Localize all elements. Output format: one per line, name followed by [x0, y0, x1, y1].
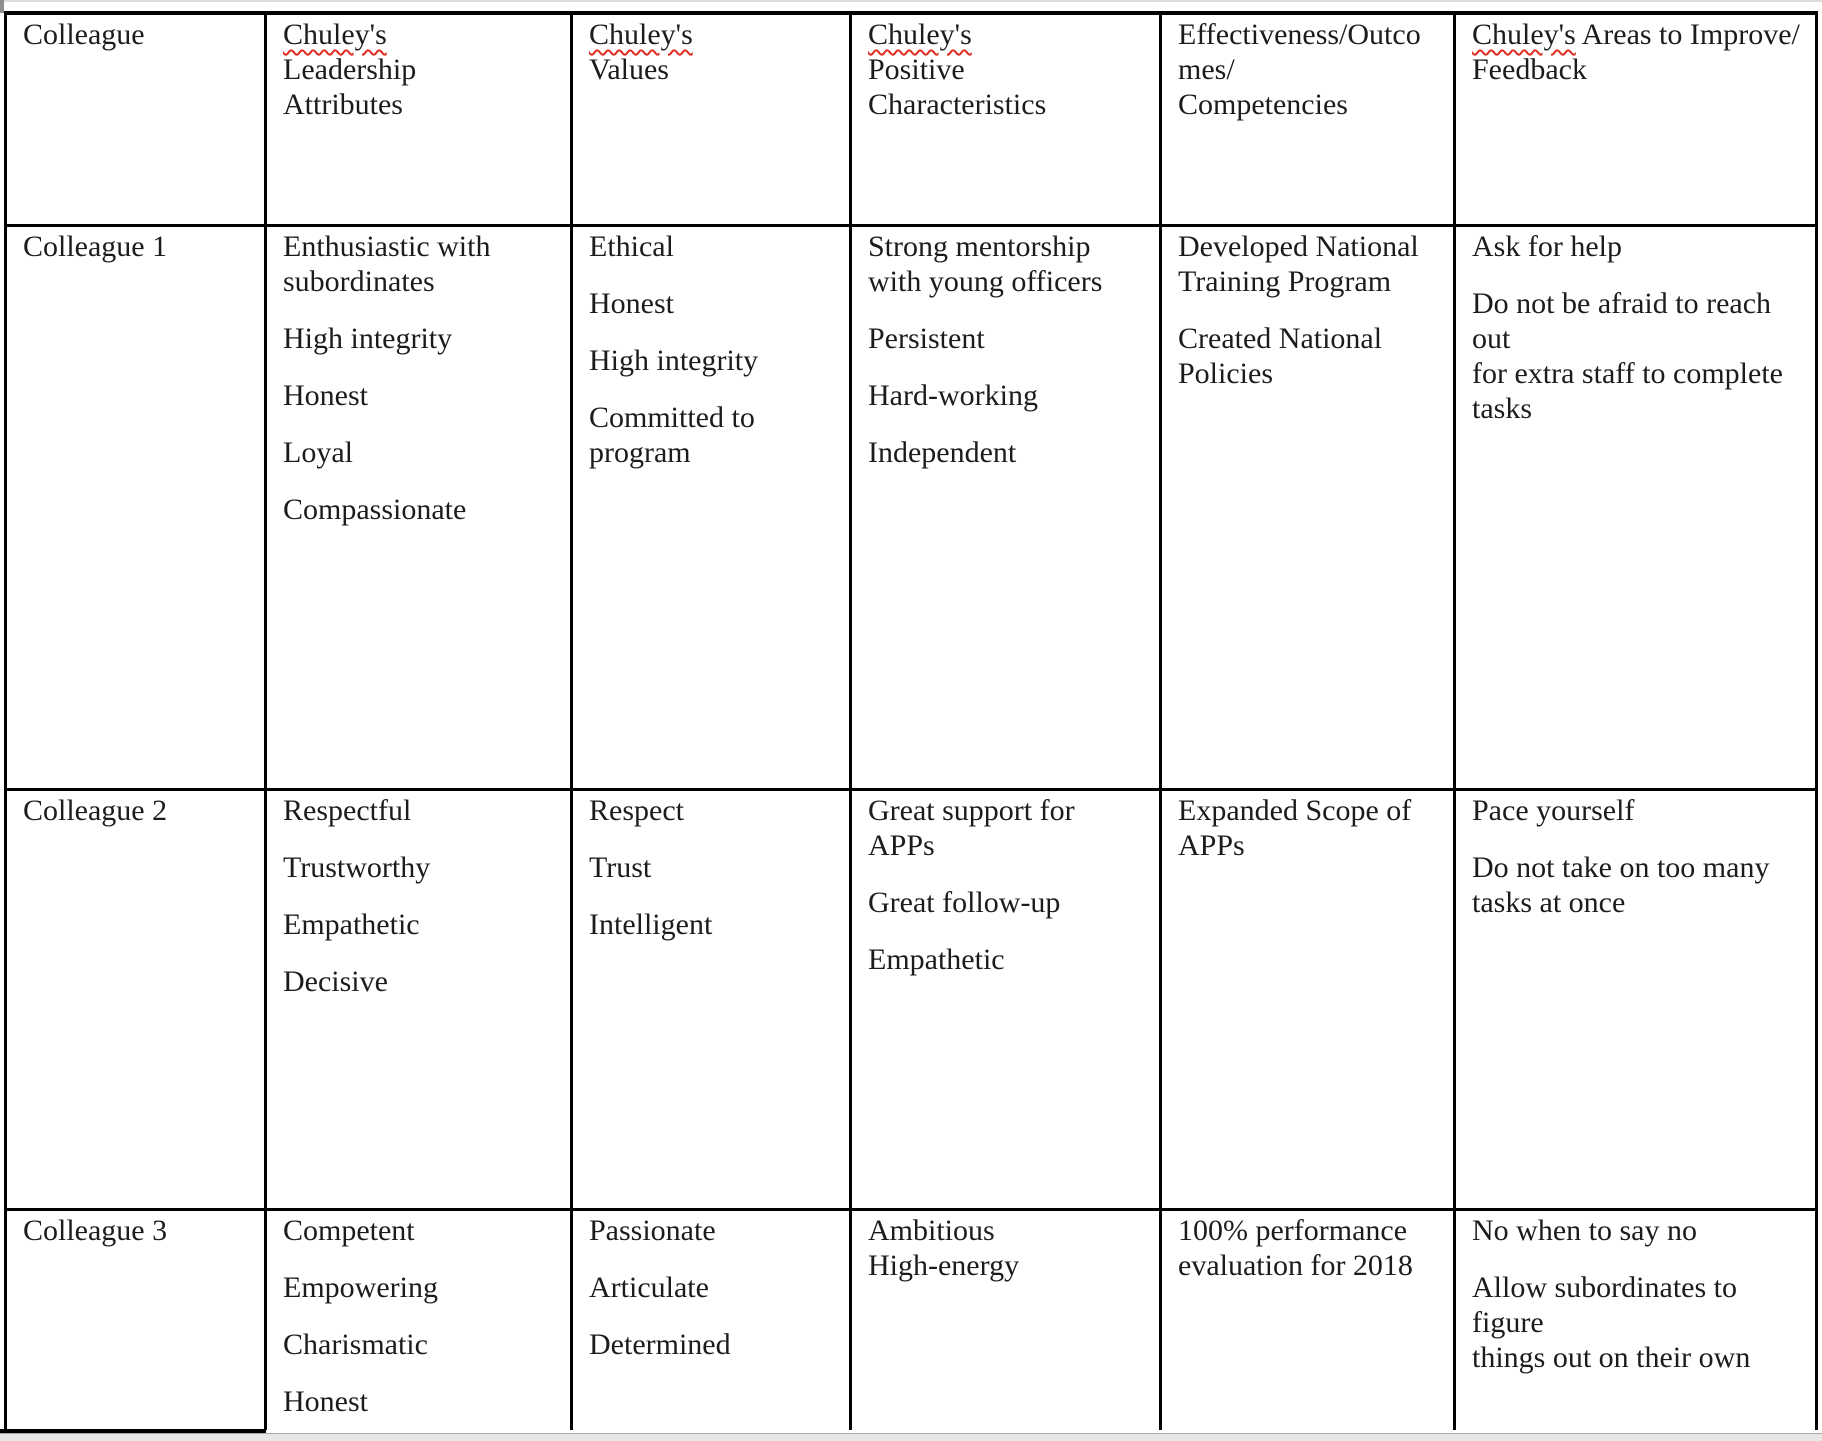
cell-paragraph: No when to say no: [1472, 1214, 1697, 1247]
header-cell-areas_to_improve[interactable]: [1456, 15, 1815, 224]
cell-row3-leadership_attributes[interactable]: [267, 1211, 570, 1430]
misspelled-word: Chuley's: [1472, 18, 1576, 51]
header-line: Feedback: [1472, 53, 1587, 86]
cell-row2-colleague[interactable]: [7, 791, 264, 1208]
header-line: [589, 17, 835, 52]
cell-row2-effectiveness_outcomes[interactable]: [1162, 791, 1453, 1208]
cell-row2-positive_characteristics[interactable]: [852, 791, 1159, 1208]
header-line: Leadership: [283, 53, 417, 86]
cell-paragraph: High integrity: [283, 322, 453, 355]
cell-paragraph: Respectful: [283, 794, 412, 827]
cell-paragraph: Persistent: [868, 322, 985, 355]
cell-paragraph: Ethical: [589, 230, 674, 263]
cell-row2-leadership_attributes[interactable]: [267, 791, 570, 1208]
horizontal-scrollbar-track[interactable]: [0, 1433, 1822, 1441]
header-cell-leadership_attributes[interactable]: [267, 15, 570, 224]
cell-paragraph: Enthusiastic with subordinates: [283, 230, 491, 298]
misspelled-word: Chuley's: [589, 18, 693, 51]
cell-paragraph: Empowering: [283, 1271, 438, 1304]
header-line: Effectiveness/Outco: [1178, 18, 1421, 51]
cell-row1-leadership_attributes[interactable]: [267, 227, 570, 788]
cell-paragraph: Great support for APPs: [868, 794, 1075, 862]
cell-paragraph: Loyal: [283, 436, 353, 469]
cell-paragraph: Trust: [589, 851, 652, 884]
cell-paragraph: Pace yourself: [1472, 794, 1635, 827]
cell-paragraph: Determined: [589, 1328, 731, 1361]
header-cell-values[interactable]: [573, 15, 849, 224]
cell-paragraph: Independent: [868, 436, 1017, 469]
header-line: mes/: [1178, 53, 1235, 86]
header-line: Chuley's Areas to Improve/: [1472, 18, 1800, 51]
row-label: Colleague 3: [23, 1214, 168, 1247]
cell-paragraph: Allow subordinates to figure things out on their own: [1472, 1271, 1751, 1374]
cell-row1-values[interactable]: [573, 227, 849, 788]
cell-row3-values[interactable]: [573, 1211, 849, 1430]
cell-row1-positive_characteristics[interactable]: [852, 227, 1159, 788]
cell-paragraph: Intelligent: [589, 908, 713, 941]
cell-paragraph: Ambitious High-energy: [868, 1214, 1020, 1282]
cell-paragraph: Charismatic: [283, 1328, 428, 1361]
cell-paragraph: Empathetic: [868, 943, 1005, 976]
header-line: Positive: [868, 53, 965, 86]
cell-paragraph: Respect: [589, 794, 684, 827]
cell-row2-values[interactable]: [573, 791, 849, 1208]
cell-paragraph: Articulate: [589, 1271, 709, 1304]
cell-paragraph: Developed National Training Program: [1178, 230, 1419, 298]
cell-paragraph: Do not take on too many tasks at once: [1472, 851, 1770, 919]
cell-row1-colleague[interactable]: [7, 227, 264, 788]
cell-paragraph: Hard-working: [868, 379, 1038, 412]
header-cell-positive_characteristics[interactable]: [852, 15, 1159, 224]
cell-paragraph: Competent: [283, 1214, 415, 1247]
cell-row3-effectiveness_outcomes[interactable]: [1162, 1211, 1453, 1430]
misspelled-word: Chuley's: [283, 18, 387, 51]
header-cell-effectiveness_outcomes[interactable]: [1162, 15, 1453, 224]
cell-paragraph: Honest: [283, 379, 368, 412]
row-label: Colleague 2: [23, 794, 168, 827]
cell-row3-areas_to_improve[interactable]: [1456, 1211, 1815, 1430]
cell-paragraph: Strong mentorship with young officers: [868, 230, 1103, 298]
cell-paragraph: Expanded Scope of APPs: [1178, 794, 1412, 862]
misspelled-word: Chuley's: [868, 18, 972, 51]
row-label: Colleague 1: [23, 230, 168, 263]
cell-paragraph: Do not be afraid to reach out for extra staff to complete tasks: [1472, 287, 1783, 425]
cell-row1-areas_to_improve[interactable]: [1456, 227, 1815, 788]
cell-paragraph: Honest: [283, 1385, 368, 1418]
cell-paragraph: Honest: [589, 287, 674, 320]
header-line: Attributes: [283, 88, 403, 121]
cell-row1-effectiveness_outcomes[interactable]: [1162, 227, 1453, 788]
cell-paragraph: Ask for help: [1472, 230, 1622, 263]
header-cell-colleague[interactable]: [7, 15, 264, 224]
header-line: [868, 17, 1145, 52]
cell-paragraph: Compassionate: [283, 493, 467, 526]
cell-paragraph: Empathetic: [283, 908, 420, 941]
cell-row3-positive_characteristics[interactable]: [852, 1211, 1159, 1430]
header-line: Values: [589, 53, 669, 86]
feedback-table: [4, 11, 1818, 1430]
cell-paragraph: 100% performance evaluation for 2018: [1178, 1214, 1413, 1282]
header-line: Colleague: [23, 18, 145, 51]
header-line: Competencies: [1178, 88, 1348, 121]
window-top-edge: [0, 0, 1822, 2]
header-line: Characteristics: [868, 88, 1047, 121]
cell-paragraph: Great follow-up: [868, 886, 1061, 919]
cell-paragraph: Trustworthy: [283, 851, 431, 884]
cell-row3-colleague[interactable]: [7, 1211, 264, 1430]
cell-paragraph: Committed to program: [589, 401, 755, 469]
cell-paragraph: Decisive: [283, 965, 388, 998]
header-line: [283, 17, 556, 52]
cell-paragraph: Created National Policies: [1178, 322, 1383, 390]
cell-paragraph: Passionate: [589, 1214, 716, 1247]
cell-row2-areas_to_improve[interactable]: [1456, 791, 1815, 1208]
cell-paragraph: High integrity: [589, 344, 759, 377]
